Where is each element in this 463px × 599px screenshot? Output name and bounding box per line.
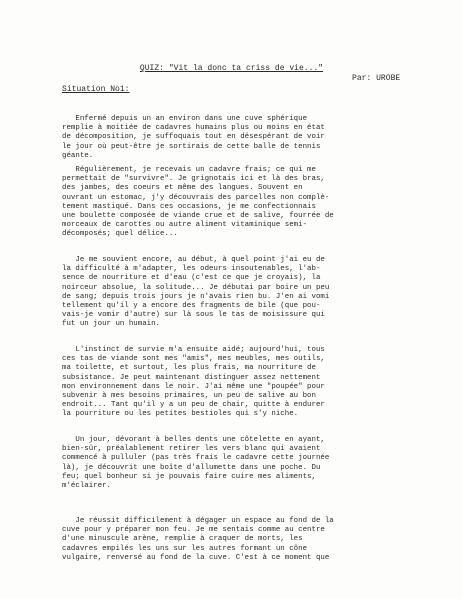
paragraph-2: Régulièrement, je recevais un cadavre frais; ce qui me permettait de "survivre". Je grignotais ici et là des bras, des jambes, des coeurs et même des langues. Souvent en ouvrant un estomac, j'y découvrais des parcelles non complè- tement mastiqué. Dans ces occasions, je me confectionnais une boulette composée de viande crue et de salive, fourrée de morceaux de carottes ou autre aliment vitaminique semi- décomposés; quel délice... — [62, 166, 334, 239]
paragraph-5: Un jour, dévorant à belles dents une côtelette en ayant, bien-sûr, préalablement retirer les vers blanc qui avaient commencé à pulluler (pas très frais le cadavre cette journée là), je découvrit une boîte d'allumette dans une poche. Du feu; quel bonheur si je pouvais faire cuire mes aliments, m'éclairer. — [62, 436, 330, 491]
paragraph-6: Je réussit difficilement à dégager un espace au fond de la cuve pour y préparer mon feu. Je me sentais comme au centre d'une minuscule arène, remplie à craquer de morts, les cadavres empilés les uns sur les autres formant un cône vulgaire, renversé au fond de la cuve. C'est à ce moment que — [62, 517, 334, 562]
paragraph-1: Enfermé depuis un an environ dans une cuve sphérique remplie à moitiée de cadavres humains plus ou moins en état de décomposition, je suffoquais tout en désespérant de voir le jour où peut-être je sortirais de cette balle de tennis géante. — [62, 115, 325, 160]
document-title — [0, 64, 463, 74]
author-line: Par: UROBE — [352, 74, 401, 83]
document-title-text: QUIZ: "Vit la donc ta criss de vie..." — [139, 64, 324, 73]
paragraph-4: L'instinct de survie m'a ensuite aidé; aujourd'hui, tous ces tas de viande sont mes "amis", mes meubles, mes outils, ma toilette, et surtout, les plus frais, ma nourriture de subsistance. Je peut maintenant distinguer assez nettement mon environnement dans le noir. J'ai même une "poupée" pour subvenir à mes besoins primaires, un peu de salive au bon endroit... Tant qu'il y a un peu de chair, quitte à endurer la pourriture ou les petites bestioles qui s'y niche. — [62, 346, 325, 419]
paragraph-3: Je me souvient encore, au début, à quel point j'ai eu de la difficulté à m'adapter, les odeurs insoutenables, l'ab- sence de nourriture et d'eau (c'est ce que je croyais), la noirceur absolue, la solitude... Je débutai par boire un peu de sang; depuis trois jours je n'avais rien bu. J'en ai vomi tellement qu'il y a encore des fragments de bile (que pou- vais-je vomir d'autre) sur là sous le tas de moisissure qui fut un jour un humain. — [62, 256, 330, 329]
situation-heading: Situation No1: — [62, 85, 130, 94]
